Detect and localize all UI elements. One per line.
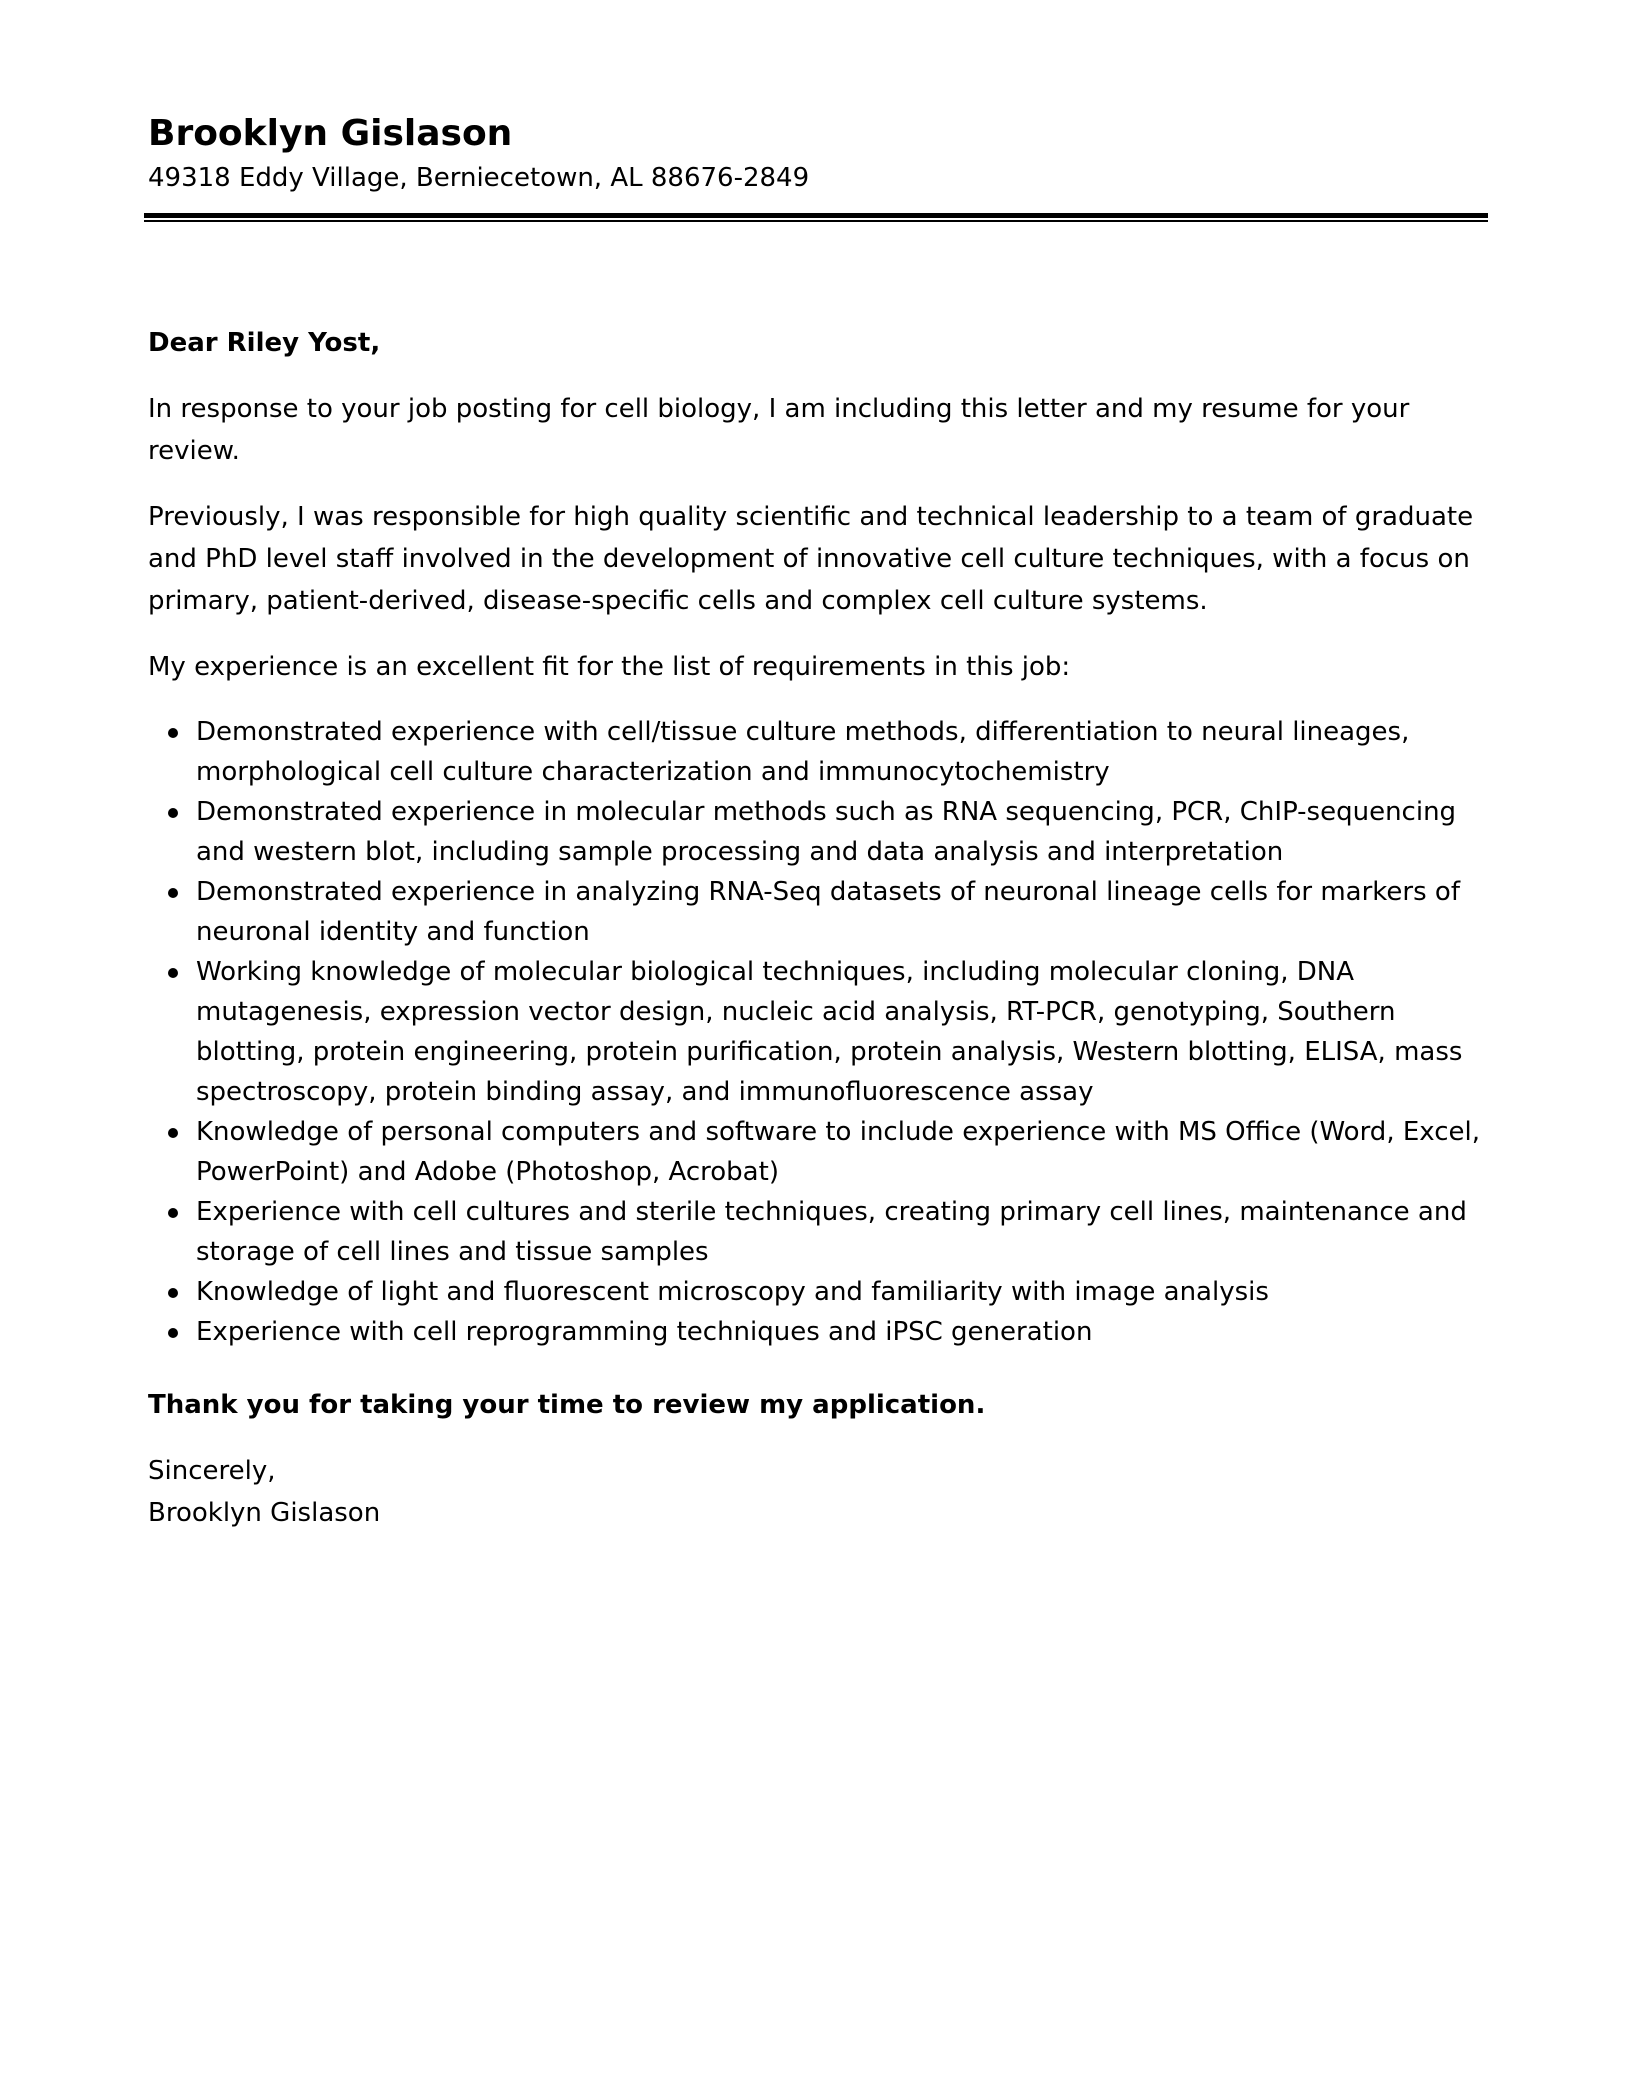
closing-block	[148, 1450, 1488, 1534]
bullet-icon	[168, 888, 178, 898]
list-item-text: Knowledge of light and fluorescent microscopy and familiarity with image analysis	[196, 1277, 1269, 1307]
list-item	[148, 1112, 1488, 1192]
sender-name: Brooklyn Gislason	[148, 113, 513, 154]
letter-body	[148, 322, 1488, 1534]
list-item-text: Experience with cell reprogramming techniques and iPSC generation	[196, 1317, 1093, 1347]
salutation: Dear Riley Yost,	[148, 328, 381, 358]
bullet-icon	[168, 1288, 178, 1298]
list-item	[148, 1312, 1488, 1352]
list-item	[148, 712, 1488, 792]
paragraph-experience: Previously, I was responsible for high quality scientific and technical leadership to a team of graduate and PhD level staff involved in the development of innovative cell culture techniques, with a focus on primary, patient-derived, disease-specific cells and complex cell culture systems.	[148, 502, 1474, 616]
requirements-list	[148, 712, 1488, 1352]
bullet-icon	[168, 1208, 178, 1218]
paragraph-intro: In response to your job posting for cell biology, I am including this letter and my resume for your review.	[148, 394, 1410, 466]
bullet-icon	[168, 1128, 178, 1138]
list-item	[148, 792, 1488, 872]
letter-header	[148, 110, 1488, 196]
list-item-text: Working knowledge of molecular biological techniques, including molecular cloning, DNA mutagenesis, expression vector design, nucleic acid analysis, RT-PCR, genotyping, Southern blotting, protein engineering, protein purification, protein analysis, Western blotting, ELISA, mass spectroscopy, protein binding assay, and immunofluorescence assay	[196, 957, 1463, 1107]
header-divider-thin	[144, 220, 1488, 222]
header-divider-thick	[144, 213, 1488, 218]
list-item	[148, 1192, 1488, 1272]
list-item-text: Demonstrated experience in analyzing RNA-Seq datasets of neuronal lineage cells for markers of neuronal identity and function	[196, 877, 1460, 947]
closing: Sincerely,	[148, 1456, 276, 1486]
bullet-icon	[168, 1328, 178, 1338]
bullet-icon	[168, 728, 178, 738]
signature: Brooklyn Gislason	[148, 1498, 381, 1528]
list-item-text: Knowledge of personal computers and software to include experience with MS Office (Word, Excel, PowerPoint) and Adobe (Photoshop, Acrobat)	[196, 1117, 1480, 1187]
list-item	[148, 872, 1488, 952]
sender-address: 49318 Eddy Village, Berniecetown, AL 88676-2849	[148, 163, 810, 193]
paragraph-fit: My experience is an excellent fit for the list of requirements in this job:	[148, 652, 1071, 682]
list-item-text: Demonstrated experience with cell/tissue culture methods, differentiation to neural lineages, morphological cell culture characterization and immunocytochemistry	[196, 717, 1410, 787]
list-item	[148, 1272, 1488, 1312]
thank-you-line: Thank you for taking your time to review my application.	[148, 1390, 986, 1420]
list-item	[148, 952, 1488, 1112]
bullet-icon	[168, 968, 178, 978]
list-item-text: Demonstrated experience in molecular methods such as RNA sequencing, PCR, ChIP-sequencing and western blot, including sample processing and data analysis and interpretation	[196, 797, 1457, 867]
list-item-text: Experience with cell cultures and sterile techniques, creating primary cell lines, maintenance and storage of cell lines and tissue samples	[196, 1197, 1467, 1267]
bullet-icon	[168, 808, 178, 818]
